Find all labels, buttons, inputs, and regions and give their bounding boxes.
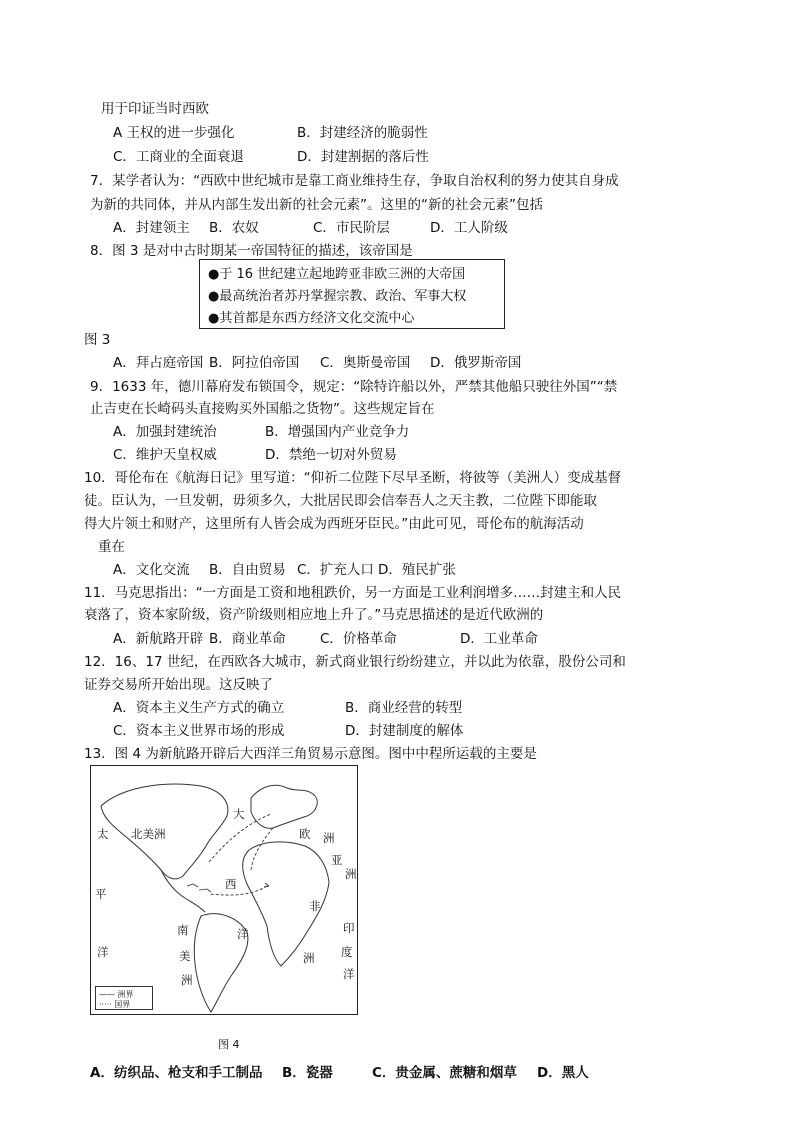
q6-option-d: D．封建割据的落后性 bbox=[297, 149, 429, 165]
q11-stem-line1: 11．马克思指出：“一方面是工资和地租跌价，另一方面是工业利润增多……封建主和人民 bbox=[84, 585, 622, 601]
q9-stem-line2: 止吉吏在长崎码头直接购买外国船之货物”。这些规定旨在 bbox=[90, 401, 435, 417]
map-label-nan: 南 bbox=[177, 923, 189, 937]
map-label-da: 大 bbox=[233, 807, 245, 821]
figure3-label: 图 3 bbox=[84, 332, 111, 348]
q13-option-a: A．纺织品、枪支和手工制品 bbox=[90, 1065, 263, 1081]
q10-stem-line4: 重在 bbox=[98, 539, 125, 555]
q7-option-d: D．工人阶级 bbox=[430, 220, 508, 236]
map-label-yang3: 洋 bbox=[343, 967, 355, 981]
map-label-north-america: 北美洲 bbox=[131, 827, 166, 841]
q9-option-a: A．加强封建统治 bbox=[113, 424, 217, 440]
figure4-label: 图 4 bbox=[218, 1038, 240, 1051]
q6-option-a: A 王权的进一步强化 bbox=[113, 125, 235, 141]
q12-option-d: D．封建制度的解体 bbox=[345, 723, 464, 739]
figure3-point2: ●最高统治者苏丹掌握宗教、政治、军事大权 bbox=[208, 289, 467, 304]
q8-option-a: A．拜占庭帝国 bbox=[113, 355, 204, 371]
map-label-yin: 印 bbox=[343, 921, 355, 935]
q9-option-b: B．增强国内产业竞争力 bbox=[265, 424, 410, 440]
map-label-zhou3: 洲 bbox=[303, 951, 315, 965]
q7-option-b: B．农奴 bbox=[209, 220, 259, 236]
map-label-yang2: 洋 bbox=[237, 927, 249, 941]
q10-option-a: A．文化交流 bbox=[113, 562, 190, 578]
q10-stem-line2: 徒。臣认为，一旦发朝，毋须多久，大批居民即会信奉吾人之天主教，二位陛下即能取 bbox=[84, 493, 597, 509]
q8-option-c: C．奥斯曼帝国 bbox=[320, 355, 411, 371]
q9-stem-line1: 9．1633 年，德川幕府发布锁国令，规定：“除特许船以外，严禁其他船只驶往外国”“禁 bbox=[90, 379, 618, 395]
atlantic-triangle-trade-map bbox=[90, 765, 358, 1015]
figure3-point3: ●其首都是东西方经济文化交流中心 bbox=[208, 311, 415, 326]
map-label-ou: 欧 bbox=[299, 827, 311, 841]
legend-country-boundary: ····· 国界 bbox=[99, 1000, 131, 1009]
q7-option-a: A．封建领主 bbox=[113, 220, 190, 236]
q9-option-d: D．禁绝一切对外贸易 bbox=[265, 447, 397, 463]
map-label-zhou: 洲 bbox=[323, 831, 335, 845]
q11-option-a: A．新航路开辟 bbox=[113, 631, 204, 647]
q13-option-c: C．贵金属、蔗糖和烟草 bbox=[372, 1065, 517, 1081]
figure3-box bbox=[199, 259, 505, 329]
map-label-yang: 洋 bbox=[97, 945, 109, 959]
q6-option-c: C．工商业的全面衰退 bbox=[113, 149, 244, 165]
q8-option-d: D．俄罗斯帝国 bbox=[430, 355, 522, 371]
map-label-ya: 亚 bbox=[331, 853, 343, 867]
q7-option-c: C．市民阶层 bbox=[313, 220, 390, 236]
legend-continent-boundary: —— 洲界 bbox=[99, 990, 134, 999]
q6-option-b: B．封建经济的脆弱性 bbox=[297, 125, 428, 141]
q10-stem-line1: 10．哥伦布在《航海日记》里写道：“仰祈二位陛下尽早圣断，将彼等（美洲人）变成基督 bbox=[84, 470, 622, 486]
q12-stem-line2: 证券交易所开始出现。这反映了 bbox=[84, 677, 273, 693]
q6-stem-tail: 用于印证当时西欧 bbox=[101, 101, 209, 117]
figure3-point1: ●于 16 世纪建立起地跨亚非欧三洲的大帝国 bbox=[208, 267, 466, 282]
map-label-ping: 平 bbox=[95, 887, 107, 901]
q11-option-b: B．商业革命 bbox=[209, 631, 286, 647]
q12-stem-line1: 12．16、17 世纪，在西欧各大城市，新式商业银行纷纷建立，并以此为依靠，股份公司和 bbox=[84, 654, 626, 670]
map-label-zhou4: 洲 bbox=[181, 973, 193, 987]
map-label-mei: 美 bbox=[179, 949, 191, 963]
map-label-xi: 西 bbox=[225, 877, 237, 891]
map-label-zhou2: 洲 bbox=[345, 867, 357, 881]
q12-option-c: C．资本主义世界市场的形成 bbox=[113, 723, 285, 739]
q9-option-c: C．维护天皇权威 bbox=[113, 447, 217, 463]
q10-option-d: D．殖民扩张 bbox=[378, 562, 456, 578]
q11-option-d: D．工业革命 bbox=[460, 631, 538, 647]
map-label-fei: 非 bbox=[309, 899, 321, 913]
q13-option-b: B．瓷器 bbox=[282, 1065, 333, 1081]
q10-option-b: B．自由贸易 bbox=[209, 562, 286, 578]
q12-option-b: B．商业经营的转型 bbox=[345, 700, 463, 716]
q10-stem-line3: 得大片领土和财产，这里所有人皆会成为西班牙臣民。”由此可见，哥伦布的航海活动 bbox=[84, 516, 584, 532]
q13-stem-line1: 13．图 4 为新航路开辟后大西洋三角贸易示意图。图中中程所运载的主要是 bbox=[84, 746, 537, 762]
q8-stem-line1: 8．图 3 是对中古时期某一帝国特征的描述，该帝国是 bbox=[90, 243, 413, 259]
q10-option-c: C．扩充人口 bbox=[297, 562, 374, 578]
map-label-du: 度 bbox=[341, 945, 353, 959]
q8-option-b: B．阿拉伯帝国 bbox=[209, 355, 300, 371]
q12-option-a: A．资本主义生产方式的确立 bbox=[113, 700, 285, 716]
q11-stem-line2: 衰落了，资本家阶级，资产阶级则相应地上升了。”马克思描述的是近代欧洲的 bbox=[84, 607, 544, 623]
q7-stem-line1: 7．某学者认为：“西欧中世纪城市是靠工商业维持生存，争取自治权利的努力使其自身成 bbox=[90, 173, 619, 189]
q13-option-d: D．黑人 bbox=[537, 1065, 589, 1081]
q11-option-c: C．价格革命 bbox=[320, 631, 397, 647]
map-label-tai: 太 bbox=[97, 827, 109, 841]
map-legend bbox=[95, 986, 153, 1010]
q7-stem-line2: 为新的共同体，并从内部生发出新的社会元素”。这里的“新的社会元素”包括 bbox=[90, 197, 543, 213]
